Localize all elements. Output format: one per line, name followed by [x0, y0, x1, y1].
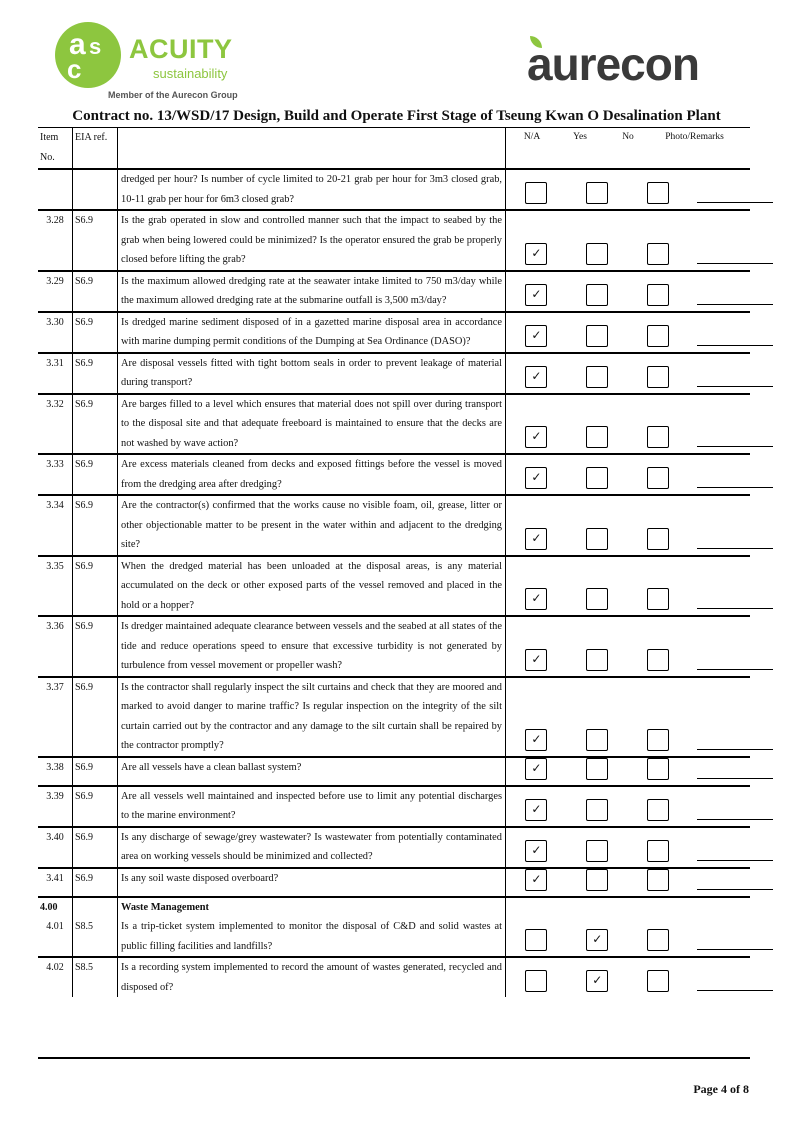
- eia-ref: S6.9: [73, 616, 118, 677]
- no-checkbox[interactable]: [647, 284, 669, 306]
- eia-ref: S6.9: [73, 677, 118, 757]
- acuity-member: Member of the Aurecon Group: [108, 90, 238, 100]
- tick-icon: ✓: [531, 530, 542, 545]
- eia-ref: S6.9: [73, 495, 118, 556]
- tick-icon: ✓: [531, 286, 542, 301]
- item-description: Are excess materials cleaned from decks and exposed fittings before the vessel is moved from the dredging area after dredging?: [118, 454, 506, 495]
- remarks-field[interactable]: [697, 888, 773, 890]
- eia-ref: [73, 169, 118, 210]
- remarks-field[interactable]: [697, 989, 773, 991]
- item-description: Is any soil waste disposed overboard?: [118, 868, 506, 897]
- item-number: [38, 169, 73, 210]
- contract-title: Contract no. 13/WSD/17 Design, Build and Operate First Stage of Tseung Kwan O Desalination Plant: [72, 108, 721, 124]
- col-item: Item No.: [38, 128, 73, 170]
- na-checkbox[interactable]: [525, 970, 547, 992]
- table-row: [38, 454, 750, 495]
- item-number: 3.38: [38, 757, 73, 786]
- item-number: 3.36: [38, 616, 73, 677]
- eia-ref: S6.9: [73, 556, 118, 617]
- eia-ref: S6.9: [73, 271, 118, 312]
- tick-icon: ✓: [531, 760, 542, 775]
- table-row: [38, 312, 750, 353]
- item-description: When the dredged material has been unloaded at the disposal areas, is any material accumulated on the deck or other exposed parts of the vessel removed and placed in the hold or a hopper?: [118, 556, 506, 617]
- item-description: Is any discharge of sewage/grey wastewater? Is wastewater from potentially contaminated area on working vessels should be minimized and collected?: [118, 827, 506, 868]
- remarks-field[interactable]: [697, 948, 773, 950]
- yes-checkbox[interactable]: [586, 426, 608, 448]
- eia-ref: S6.9: [73, 312, 118, 353]
- table-row: [38, 394, 750, 455]
- tick-icon: ✓: [531, 651, 542, 666]
- na-checkbox[interactable]: [525, 840, 547, 862]
- item-description: Is dredged marine sediment disposed of in a gazetted marine disposal area in accordance with marine dumping permit conditions of the Dumping at Sea Ordinance (DASO)?: [118, 312, 506, 353]
- section-title: Waste Management: [121, 901, 210, 913]
- item-description: dredged per hour? Is number of cycle limited to 20-21 grab per hour for 3m3 closed grab, 10-11 grab per hour for 6m3 closed grab?: [118, 169, 506, 210]
- acuity-name: ACUITY: [129, 34, 233, 64]
- acuity-sub: sustainability: [153, 66, 228, 81]
- remarks-field[interactable]: [697, 859, 773, 861]
- yes-checkbox[interactable]: [586, 366, 608, 388]
- no-checkbox[interactable]: [647, 649, 669, 671]
- remarks-field[interactable]: [697, 303, 773, 305]
- tick-icon: ✓: [531, 327, 542, 342]
- item-description: Is a trip-ticket system implemented to monitor the disposal of C&D and solid wastes at public filling facilities and landfills?: [121, 921, 502, 952]
- yes-checkbox[interactable]: [586, 840, 608, 862]
- cut-off-row: [38, 1057, 750, 1065]
- acuity-mark-icon: a s c: [55, 22, 121, 88]
- eia-ref: S6.9: [73, 868, 118, 897]
- tick-icon: ✓: [531, 368, 542, 383]
- item-number: 3.34: [38, 495, 73, 556]
- tick-icon: ✓: [531, 842, 542, 857]
- no-checkbox[interactable]: [647, 467, 669, 489]
- na-checkbox[interactable]: [525, 729, 547, 751]
- acuity-logo: [55, 22, 255, 102]
- table-row: [38, 353, 750, 394]
- item-number: 3.28: [38, 210, 73, 271]
- table-row: [38, 271, 750, 312]
- page-label: Page: [693, 1082, 718, 1096]
- na-checkbox[interactable]: [525, 869, 547, 891]
- item-description: Is dredger maintained adequate clearance between vessels and the seabed at all states of the tide and reduce operations speed to ensure that excessive turbidity is not generated by turbulence from vessel movement or propeller wash?: [118, 616, 506, 677]
- no-checkbox[interactable]: [647, 325, 669, 347]
- table-row: [38, 616, 750, 677]
- remarks-field[interactable]: [697, 818, 773, 820]
- col-eia: EIA ref.: [73, 128, 118, 170]
- tick-icon: ✓: [531, 591, 542, 605]
- table-header: [38, 128, 750, 170]
- no-checkbox[interactable]: [647, 426, 669, 448]
- no-checkbox[interactable]: [647, 528, 669, 550]
- na-checkbox[interactable]: [525, 758, 547, 780]
- na-checkbox[interactable]: [525, 284, 547, 306]
- yes-checkbox[interactable]: [586, 799, 608, 821]
- col-options: [506, 128, 751, 170]
- tick-icon: ✓: [531, 801, 542, 816]
- col-no: No: [622, 132, 634, 142]
- eia-ref: S6.9: [73, 454, 118, 495]
- table-row: [38, 169, 750, 210]
- item-description: Is a recording system implemented to record the amount of wastes generated, recycled and disposed of?: [118, 957, 506, 997]
- item-number: 3.41: [38, 868, 73, 897]
- table-row: [38, 957, 750, 997]
- no-checkbox[interactable]: [647, 970, 669, 992]
- aurecon-logo: aurecon: [527, 38, 699, 90]
- eia-ref: S6.9: [73, 827, 118, 868]
- tick-icon: ✓: [531, 871, 542, 886]
- page-header: [0, 0, 793, 110]
- tick-icon: ✓: [531, 429, 542, 443]
- no-checkbox[interactable]: [647, 869, 669, 891]
- no-checkbox[interactable]: [647, 588, 669, 610]
- item-description: Are all vessels have a clean ballast system?: [118, 757, 506, 786]
- yes-checkbox[interactable]: [586, 467, 608, 489]
- yes-checkbox[interactable]: [586, 649, 608, 671]
- no-checkbox[interactable]: [647, 929, 669, 951]
- yes-checkbox[interactable]: [586, 588, 608, 610]
- tick-icon: ✓: [531, 245, 542, 260]
- na-checkbox[interactable]: [525, 182, 547, 204]
- item-number: 3.31: [38, 353, 73, 394]
- eia-ref: S8.5: [73, 957, 118, 997]
- item-description: Are all vessels well maintained and inspected before use to limit any potential discharges to the marine environment?: [118, 786, 506, 827]
- na-checkbox[interactable]: [525, 649, 547, 671]
- item-number: 4.01: [46, 921, 64, 932]
- yes-checkbox[interactable]: [586, 758, 608, 780]
- yes-checkbox[interactable]: [586, 528, 608, 550]
- item-number: 3.33: [38, 454, 73, 495]
- na-checkbox[interactable]: [525, 528, 547, 550]
- remarks-field[interactable]: [697, 445, 773, 447]
- no-checkbox[interactable]: [647, 840, 669, 862]
- tick-icon: ✓: [592, 973, 603, 987]
- na-checkbox[interactable]: [525, 325, 547, 347]
- remarks-field[interactable]: [697, 607, 773, 609]
- no-checkbox[interactable]: [647, 243, 669, 265]
- remarks-field[interactable]: [697, 668, 773, 670]
- item-number: 3.29: [38, 271, 73, 312]
- item-number: 3.32: [38, 394, 73, 455]
- table-row: [38, 556, 750, 617]
- table-row: [38, 757, 750, 786]
- page-total: 8: [743, 1082, 749, 1096]
- yes-checkbox[interactable]: [586, 970, 608, 992]
- item-description: Are disposal vessels fitted with tight bottom seals in order to prevent leakage of material during transport?: [118, 353, 506, 394]
- table-row: [38, 495, 750, 556]
- na-checkbox[interactable]: [525, 426, 547, 448]
- remarks-field[interactable]: [697, 262, 773, 264]
- eia-ref: S6.9: [73, 757, 118, 786]
- item-description: Are barges filled to a level which ensures that material does not spill over during transport to the disposal site and that adequate freeboard is maintained to ensure that the decks are not washed by wave action?: [118, 394, 506, 455]
- eia-ref: S6.9: [73, 786, 118, 827]
- item-number: 3.39: [38, 786, 73, 827]
- yes-checkbox[interactable]: [586, 284, 608, 306]
- remarks-field[interactable]: [697, 777, 773, 779]
- remarks-field[interactable]: [697, 547, 773, 549]
- na-checkbox[interactable]: [525, 467, 547, 489]
- remarks-field[interactable]: [697, 201, 773, 203]
- eia-ref: S6.9: [73, 394, 118, 455]
- na-checkbox[interactable]: [525, 243, 547, 265]
- section-number: 4.00: [40, 901, 58, 913]
- item-number: 3.37: [38, 677, 73, 757]
- table-row: [38, 786, 750, 827]
- yes-checkbox[interactable]: [586, 929, 608, 951]
- tick-icon: ✓: [592, 932, 603, 946]
- remarks-field[interactable]: [697, 486, 773, 488]
- yes-checkbox[interactable]: [586, 325, 608, 347]
- remarks-field[interactable]: [697, 385, 773, 387]
- remarks-field[interactable]: [697, 748, 773, 750]
- table-row: [38, 677, 750, 757]
- col-na: N/A: [523, 132, 541, 142]
- yes-checkbox[interactable]: [586, 182, 608, 204]
- item-description: Is the maximum allowed dredging rate at the seawater intake limited to 750 m3/day while the maximum allowed dredging rate at the submarine outfall is 3,500 m3/day?: [118, 271, 506, 312]
- page-of: of: [730, 1082, 740, 1096]
- item-number: 3.30: [38, 312, 73, 353]
- item-number: 3.40: [38, 827, 73, 868]
- item-number: 4.02: [38, 957, 73, 997]
- no-checkbox[interactable]: [647, 758, 669, 780]
- page-number: 4: [721, 1082, 727, 1096]
- no-checkbox[interactable]: [647, 729, 669, 751]
- eia-ref: S6.9: [73, 210, 118, 271]
- table-row: [38, 210, 750, 271]
- na-checkbox[interactable]: [525, 588, 547, 610]
- no-checkbox[interactable]: [647, 182, 669, 204]
- item-description: Is the contractor shall regularly inspect the silt curtains and check that they are moored and marked to avoid danger to marine traffic? Is regular inspection on the integrity of the silt curtain carried out by the contractor and any damage to the silt curtain shall be repaired by the contractor promptly?: [118, 677, 506, 757]
- item-description: Is the grab operated in slow and controlled manner such that the impact to seabed by the grab when being lowered could be minimized? Is the operator ensured the grab be properly closed before lifting the grab?: [118, 210, 506, 271]
- na-checkbox[interactable]: [525, 929, 547, 951]
- tick-icon: ✓: [531, 731, 542, 746]
- eia-ref: S6.9: [73, 353, 118, 394]
- col-yes: Yes: [573, 132, 587, 142]
- section-row: [38, 897, 750, 958]
- yes-checkbox[interactable]: [586, 869, 608, 891]
- table-row: [38, 868, 750, 897]
- table-row: [38, 827, 750, 868]
- checklist-table: [38, 127, 750, 997]
- tick-icon: ✓: [531, 470, 542, 484]
- page-footer: [693, 1082, 749, 1097]
- yes-checkbox[interactable]: [586, 729, 608, 751]
- remarks-field[interactable]: [697, 344, 773, 346]
- yes-checkbox[interactable]: [586, 243, 608, 265]
- na-checkbox[interactable]: [525, 799, 547, 821]
- no-checkbox[interactable]: [647, 799, 669, 821]
- na-checkbox[interactable]: [525, 366, 547, 388]
- item-number: 3.35: [38, 556, 73, 617]
- col-remarks: Photo/Remarks: [665, 132, 724, 142]
- item-description: Are the contractor(s) confirmed that the works cause no visible foam, oil, grease, litter or other objectionable matter to be present in the water within and adjacent to the dredging site?: [118, 495, 506, 556]
- eia-ref: S8.5: [75, 921, 94, 932]
- no-checkbox[interactable]: [647, 366, 669, 388]
